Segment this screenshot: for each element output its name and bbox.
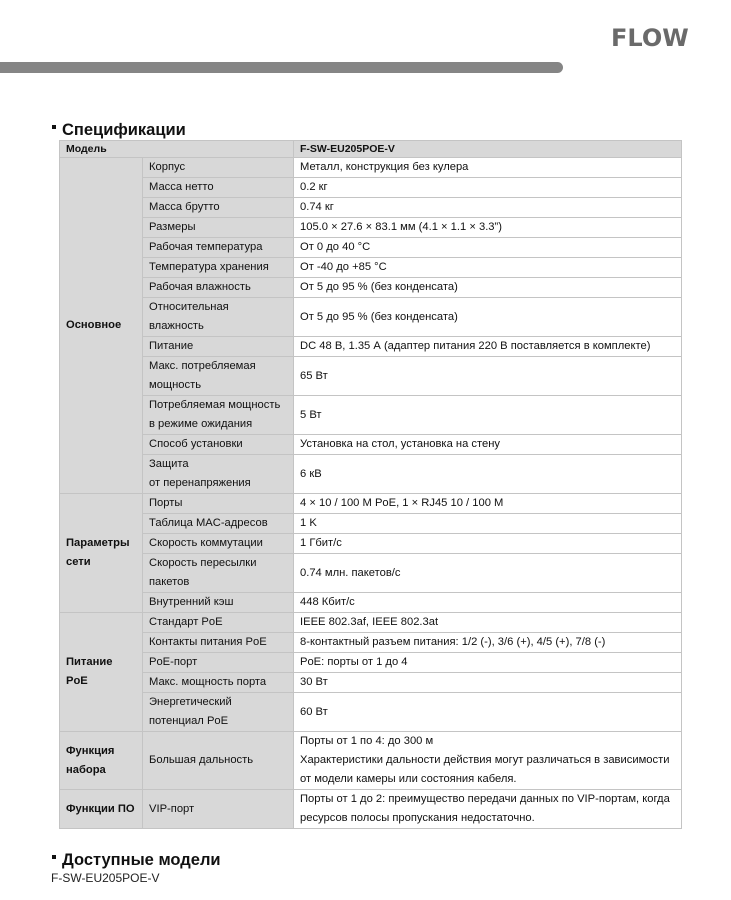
table-row	[60, 673, 682, 693]
row-label: Внутренний кэш	[143, 593, 294, 613]
group-name-line: набора	[66, 763, 106, 776]
table-row	[60, 494, 682, 514]
bullet-icon	[52, 125, 56, 129]
table-row	[60, 790, 682, 829]
table-row	[60, 198, 682, 218]
specs-title-text: Спецификации	[62, 121, 186, 139]
row-label-line: Макс. потребляемая	[149, 360, 256, 372]
row-label: Корпус	[143, 158, 294, 178]
row-value: От 0 до 40 °C	[294, 238, 682, 258]
row-label-line: в режиме ожидания	[149, 418, 253, 430]
table-row	[60, 593, 682, 613]
row-value: Установка на стол, установка на стену	[294, 435, 682, 455]
row-value: 5 Вт	[294, 396, 682, 435]
row-value: 0.2 кг	[294, 178, 682, 198]
row-value-line: ресурсов полосы пропускания недостаточно.	[300, 812, 535, 824]
table-row	[60, 298, 682, 337]
row-value: От 5 до 95 % (без конденсата)	[294, 298, 682, 337]
table-row	[60, 653, 682, 673]
row-value-line: Порты от 1 до 2: преимущество передачи данных по VIP-портам, когда	[300, 793, 670, 805]
row-value: 105.0 × 27.6 × 83.1 мм (4.1 × 1.1 × 3.3”)	[294, 218, 682, 238]
row-label-line: Относительная	[149, 301, 229, 313]
specs-section-title	[52, 120, 186, 140]
row-label-line: Энергетический	[149, 696, 232, 708]
group-name-line: Функция	[66, 744, 115, 757]
row-label-line: пакетов	[149, 576, 190, 588]
brand-logo: FLOW	[611, 24, 689, 52]
row-value: 6 кВ	[294, 455, 682, 494]
row-value: 60 Вт	[294, 693, 682, 732]
header-bar	[0, 62, 563, 73]
row-value-line: от модели камеры или состояния кабеля.	[300, 773, 517, 785]
row-label	[143, 693, 294, 732]
row-label: Рабочая температура	[143, 238, 294, 258]
bullet-icon	[52, 855, 56, 859]
model-label: Модель	[60, 141, 294, 158]
row-value: От 5 до 95 % (без конденсата)	[294, 278, 682, 298]
table-row	[60, 396, 682, 435]
row-value: 1 Гбит/с	[294, 534, 682, 554]
table-row	[60, 693, 682, 732]
row-label: Масса брутто	[143, 198, 294, 218]
row-label: Способ установки	[143, 435, 294, 455]
table-row	[60, 613, 682, 633]
available-title-text: Доступные модели	[62, 851, 221, 869]
table-header-row	[60, 141, 682, 158]
row-value: 4 × 10 / 100 M PoE, 1 × RJ45 10 / 100 M	[294, 494, 682, 514]
table-row	[60, 633, 682, 653]
row-value: 30 Вт	[294, 673, 682, 693]
table-row	[60, 218, 682, 238]
table-row	[60, 455, 682, 494]
available-model-name: F-SW-EU205POE-V	[51, 871, 160, 885]
row-label-line: Скорость пересылки	[149, 557, 257, 569]
spec-table	[59, 140, 682, 829]
group-basic: Основное	[60, 158, 143, 494]
row-label: Температура хранения	[143, 258, 294, 278]
row-label: Таблица MAC-адресов	[143, 514, 294, 534]
row-value	[294, 790, 682, 829]
row-value: DC 48 В, 1.35 А (адаптер питания 220 В поставляется в комплекте)	[294, 337, 682, 357]
row-value-line: Характеристики дальности действия могут различаться в зависимости	[300, 754, 670, 766]
table-row	[60, 534, 682, 554]
row-label: Размеры	[143, 218, 294, 238]
table-row	[60, 337, 682, 357]
table-row	[60, 238, 682, 258]
group-feature-set	[60, 732, 143, 790]
table-row	[60, 178, 682, 198]
table-row	[60, 258, 682, 278]
row-value: 0.74 кг	[294, 198, 682, 218]
row-label-line: потенциал PoE	[149, 715, 229, 727]
row-label	[143, 298, 294, 337]
row-label: Контакты питания PoE	[143, 633, 294, 653]
table-row	[60, 514, 682, 534]
available-models-title	[52, 850, 221, 870]
row-label: Масса нетто	[143, 178, 294, 198]
group-name-line: сети	[66, 556, 91, 568]
row-value: 1 K	[294, 514, 682, 534]
row-label: Питание	[143, 337, 294, 357]
table-row	[60, 554, 682, 593]
table-row	[60, 278, 682, 298]
table-row	[60, 435, 682, 455]
row-value: 8-контактный разъем питания: 1/2 (-), 3/6 (+), 4/5 (+), 7/8 (-)	[294, 633, 682, 653]
row-label: VIP-порт	[143, 790, 294, 829]
row-value-line: Порты от 1 по 4: до 300 м	[300, 735, 434, 747]
row-label	[143, 357, 294, 396]
row-value: 0.74 млн. пакетов/с	[294, 554, 682, 593]
row-label: Рабочая влажность	[143, 278, 294, 298]
row-value: 448 Кбит/с	[294, 593, 682, 613]
row-label: Скорость коммутации	[143, 534, 294, 554]
group-network	[60, 494, 143, 613]
table-row	[60, 357, 682, 396]
model-value: F-SW-EU205POE-V	[294, 141, 682, 158]
table-row	[60, 732, 682, 790]
row-value: PoE: порты от 1 до 4	[294, 653, 682, 673]
row-label-line: от перенапряжения	[149, 477, 251, 489]
row-label: Макс. мощность порта	[143, 673, 294, 693]
row-value: IEEE 802.3af, IEEE 802.3at	[294, 613, 682, 633]
row-label	[143, 396, 294, 435]
row-value	[294, 732, 682, 790]
row-label-line: мощность	[149, 379, 202, 391]
group-software: Функции ПО	[60, 790, 143, 829]
row-label: Порты	[143, 494, 294, 514]
row-label-line: влажность	[149, 320, 204, 332]
row-label-line: Потребляемая мощность	[149, 399, 281, 411]
row-label-line: Защита	[149, 458, 189, 470]
row-value: 65 Вт	[294, 357, 682, 396]
row-label: Стандарт PoE	[143, 613, 294, 633]
row-label: PoE-порт	[143, 653, 294, 673]
group-name-line: Параметры	[66, 537, 130, 549]
group-poe: Питание PoE	[60, 613, 143, 732]
row-label	[143, 455, 294, 494]
table-row	[60, 158, 682, 178]
row-label	[143, 554, 294, 593]
row-value: Металл, конструкция без кулера	[294, 158, 682, 178]
row-label: Большая дальность	[143, 732, 294, 790]
row-value: От -40 до +85 °C	[294, 258, 682, 278]
